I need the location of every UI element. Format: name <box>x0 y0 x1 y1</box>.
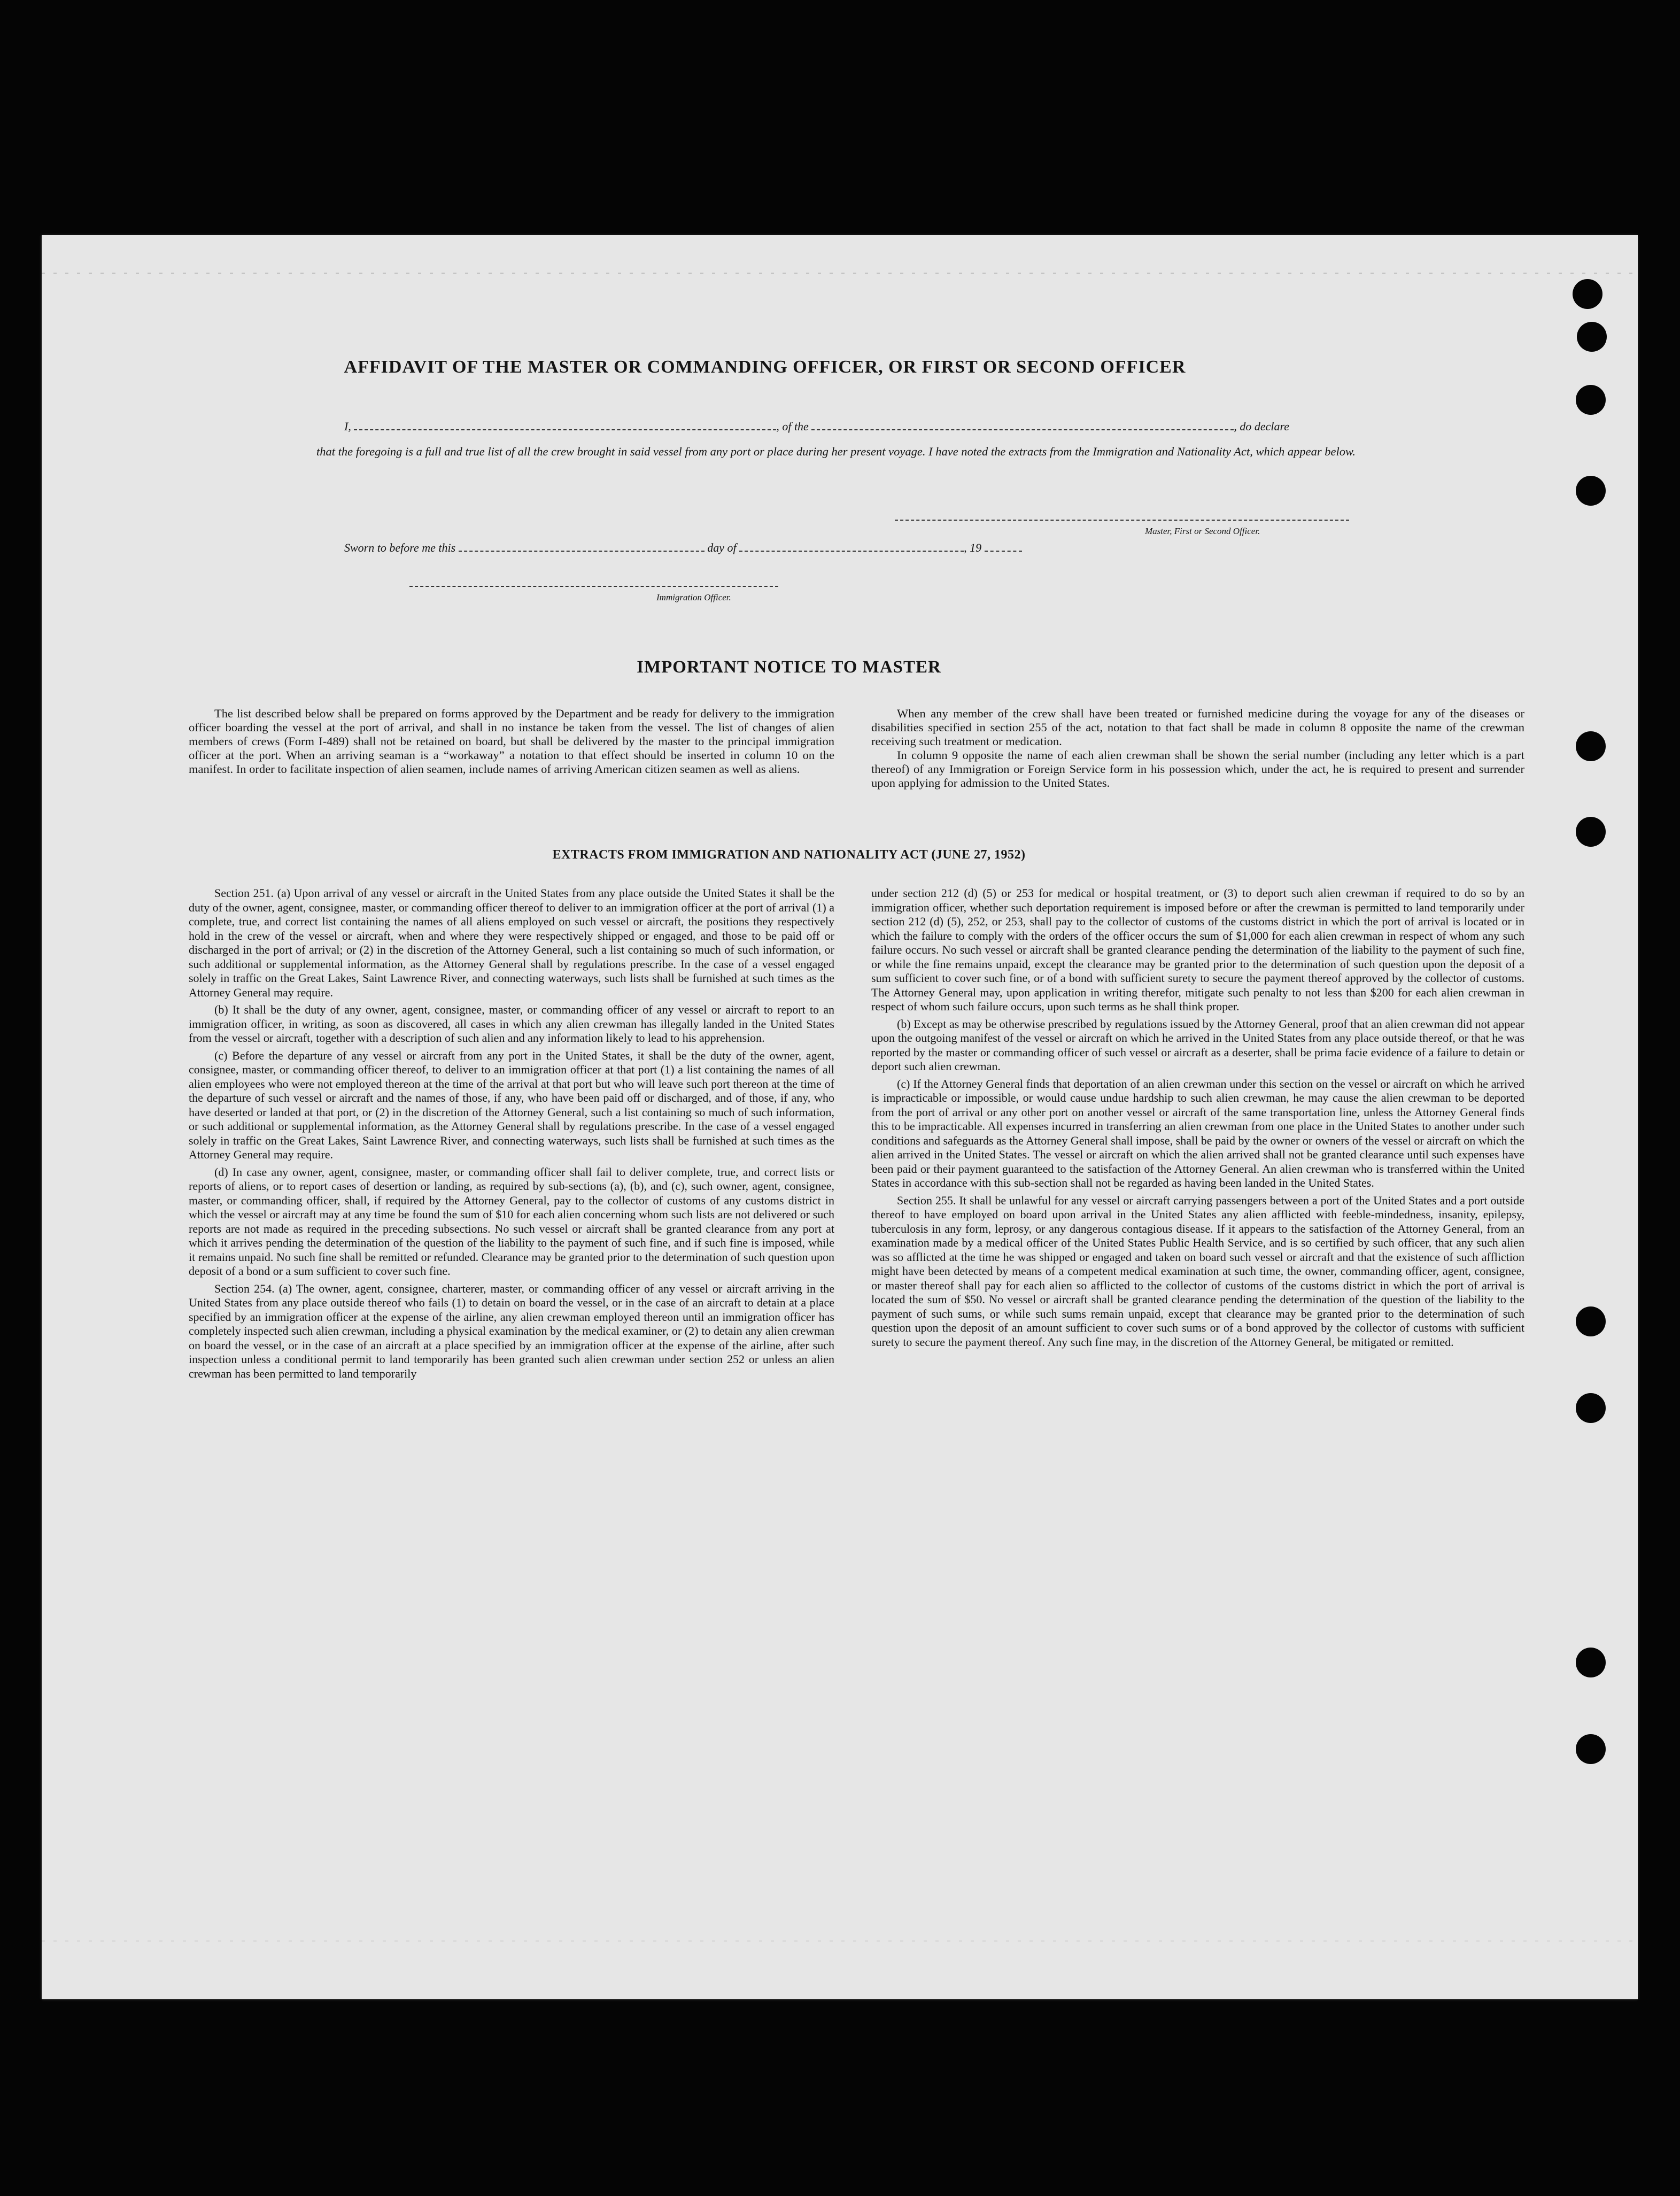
bleed-through-mark <box>42 1940 1638 1942</box>
year-prefix-label: , 19 <box>964 541 982 554</box>
binder-hole <box>1576 1393 1606 1423</box>
notice-paragraph: When any member of the crew shall have been treated or furnished medicine during the voyage for any of the diseases or disabilities specified in section 255 of the act, notation to that fact shall be made in column 8 opposite the name of the crewman receiving such treatment or medication. <box>871 707 1524 748</box>
do-declare-label: , do declare <box>1234 420 1289 433</box>
binder-hole <box>1573 279 1602 309</box>
section-paragraph: (b) Except as may be otherwise prescribed by regulations issued by the Attorney General, proof that an alien crewman did not appear upon the outgoing manifest of the vessel or aircraft on which he arrived in the United States from any place outside thereof, or that he was reported by the master or commanding officer of such vessel or aircraft as a deserter, shall be prima facie evidence of a failure to detain or deport such alien crewman. <box>871 1017 1524 1073</box>
binder-hole <box>1576 385 1606 415</box>
binder-hole <box>1576 1648 1606 1677</box>
binder-hole <box>1577 322 1607 352</box>
sworn-label: Sworn to before me this <box>344 541 456 554</box>
extracts-title: EXTRACTS FROM IMMIGRATION AND NATIONALITY ACT (JUNE 27, 1952) <box>552 848 1026 862</box>
vessel-label: , of the <box>776 420 809 433</box>
notice-title: IMPORTANT NOTICE TO MASTER <box>637 658 941 677</box>
day-of-label: day of <box>707 541 737 554</box>
sworn-day-field[interactable] <box>459 541 704 552</box>
extracts-left-column <box>189 886 834 1384</box>
extracts-right-column <box>871 886 1524 1352</box>
section-paragraph: Section 251. (a) Upon arrival of any vessel or aircraft in the United States from any place outside the United States it shall be the duty of the owner, agent, consignee, master, or commanding officer thereof to deliver to an immigration officer at the port of arrival (1) a complete, true, and correct list containing the names of all aliens employed on such vessel or aircraft, the positions they respectively hold in the crew of the vessel or aircraft, when and where they were respectively shipped or engaged, and those to be paid off or discharged in the port of arrival; or (2) in the discretion of the Attorney General, such a list containing so much of such information, or such additional or supplemental information, as the Attorney General shall by regulations prescribe. In the case of a vessel engaged solely in traffic on the Great Lakes, Saint Lawrence River, and connecting waterways, such lists shall be furnished at such times as the Attorney General may require. <box>189 886 834 999</box>
section-paragraph: (b) It shall be the duty of any owner, agent, consignee, master, or commanding officer of any vessel or aircraft to report to an immigration officer, in writing, as soon as discovered, all cases in which any alien crewman has illegally landed in the United States from the vessel or aircraft, together with a description of such alien and any information likely to lead to his apprehension. <box>189 1003 834 1045</box>
affidavit-title: AFFIDAVIT OF THE MASTER OR COMMANDING OFFICER, OR FIRST OR SECOND OFFICER <box>344 357 1186 377</box>
declarant-label: I, <box>344 420 351 433</box>
binder-hole <box>1576 1306 1606 1336</box>
affidavit-statement: that the foregoing is a full and true list of all the crew brought in said vessel from any port or place during her present voyage. I have noted the extracts from the Immigration and Nationality Act, which appear below. <box>316 445 1356 458</box>
binder-hole <box>1576 817 1606 847</box>
master-signature-label: Master, First or Second Officer. <box>1145 526 1260 536</box>
section-paragraph: (c) If the Attorney General finds that deportation of an alien crewman under this section on the vessel or aircraft on which he arrived is impracticable or impossible, or would cause undue hardship to such alien crewman, he may cause the alien crewman to be deported from the port of arrival or any other port on another vessel or aircraft of the same transportation line, unless the Attorney General finds this to be impracticable. All expenses incurred in transferring an alien crewman from one place in the United States to another under such conditions and safeguards as the Attorney General shall impose, shall be paid by the owner or owners of the vessel or aircraft on which the alien arrived in the United States. The vessel or aircraft on which the alien arrived shall not be granted clearance until such expenses have been paid or their payment guaranteed to the satisfaction of the Attorney General. An alien crewman who is transferred within the United States in accordance with this sub-section shall not be regarded as having been landed in the United States. <box>871 1077 1524 1189</box>
section-paragraph: (d) In case any owner, agent, consignee, master, or commanding officer shall fail to deliver complete, true, and correct lists or reports of aliens, or to report cases of desertion or landing, as required by sub-sections (a), (b), and (c), such owner, agent, consignee, master, or commanding officer, shall, if required by the Attorney General, pay to the collector of customs of any customs district in which the vessel or aircraft may at any time be found the sum of $10 for each alien concerning whom such lists are not delivered or such reports are not made as required in the preceding subsections. No such vessel or aircraft shall be granted clearance from any port at which it arrives pending the determination of the question of the liability to the payment of such fine, and if such fine is imposed, while it remains unpaid. No such fine shall be remitted or refunded. Clearance may be granted prior to the determination of such question upon deposit of a bond or a sum sufficient to cover such fine. <box>189 1165 834 1278</box>
vessel-name-field[interactable] <box>811 420 1234 430</box>
sworn-line <box>344 541 1397 555</box>
immigration-officer-signature-field[interactable] <box>409 586 778 587</box>
declaration-line <box>344 420 1397 434</box>
document-page <box>42 235 1638 1999</box>
binder-hole <box>1576 731 1606 761</box>
bleed-through-mark <box>42 273 1638 274</box>
notice-left-column <box>189 707 834 776</box>
section-paragraph: under section 212 (d) (5) or 253 for medical or hospital treatment, or (3) to deport such alien crewman if required to do so by an immigration officer, whether such deportation requirement is imposed before or after the crewman is permitted to land temporarily under section 212 (d) (5), 252, or 253, shall pay to the collector of customs of the customs district in which the port of arrival is located or in which the failure to comply with the orders of the officer occurs the sum of $1,000 for each alien crewman in respect of whom any such failure occurs. No such vessel or aircraft shall be granted clearance pending the determination of the liability to the payment of such fine, or while the fine remains unpaid, except the clearance may be granted prior to the determination of such question upon the deposit of a sum sufficient to cover such fine, or of a bond with sufficient surety to secure the payment thereof approved by the collector of customs. The Attorney General may, upon application in writing therefor, mitigate such penalty to not less than $200 for each alien crewman in respect of whom such failure occurs, upon such terms as he shall think proper. <box>871 886 1524 1013</box>
binder-hole <box>1576 1734 1606 1764</box>
section-paragraph: (c) Before the departure of any vessel or aircraft from any port in the United States, it shall be the duty of the owner, agent, consignee, master, or commanding officer thereof, to deliver to an immigration officer at that port (1) a list containing the names of all alien employees who were not employed thereon at the time of the arrival at that port but who will leave such port thereon at the time of the departure of such vessel or aircraft and the names of those, if any, who have been paid off or discharged, and of those, if any, who have deserted or landed at that port, or (2) in the discretion of the Attorney General, such a list containing so much of such information, or such additional or supplemental information, as the Attorney General shall by regulations prescribe. In the case of a vessel engaged solely in traffic on the Great Lakes, Saint Lawrence River, and connecting waterways, such lists shall be furnished at such times as the Attorney General may require. <box>189 1048 834 1161</box>
notice-right-column <box>871 707 1524 790</box>
notice-paragraph: The list described below shall be prepared on forms approved by the Department and be ready for delivery to the immigration officer boarding the vessel at the port of arrival, and shall in no instance be taken from the vessel. The list of changes of alien members of crews (Form I-489) shall not be retained on board, but shall be delivered by the master to the principal immigration officer at the port. When an arriving seaman is a “workaway” a notation to that effect should be inserted in column 10 on the manifest. In order to facilitate inspection of alien seamen, include names of arriving American citizen seamen as well as aliens. <box>189 707 834 776</box>
sworn-month-field[interactable] <box>739 541 964 552</box>
immigration-officer-label: Immigration Officer. <box>656 592 731 602</box>
notice-paragraph: In column 9 opposite the name of each alien crewman shall be shown the serial number (including any letter which is a part thereof) of any Immigration or Foreign Service form in his possession which, under the act, he is required to present and surrender upon applying for admission to the United States. <box>871 748 1524 790</box>
master-signature-field[interactable] <box>895 520 1349 521</box>
section-paragraph: Section 254. (a) The owner, agent, consignee, charterer, master, or commanding officer of any vessel or aircraft arriving in the United States from any place outside thereof who fails (1) to detain on board the vessel, or in the case of an aircraft to detain at a place specified by an immigration officer at the expense of the airline, any alien crewman employed thereon until an immigration officer has completely inspected such alien crewman, including a physical examination by the medical examiner, or (2) to detain any alien crewman on board the vessel, or in the case of an aircraft at a place specified by an immigration officer at the expense of the airline, after such inspection unless a conditional permit to land temporarily has been granted such alien crewman under section 252 or unless an alien crewman has been permitted to land temporarily <box>189 1281 834 1380</box>
declarant-name-field[interactable] <box>354 420 776 430</box>
binder-hole <box>1576 476 1606 506</box>
sworn-year-field[interactable] <box>985 541 1022 552</box>
section-paragraph: Section 255. It shall be unlawful for any vessel or aircraft carrying passengers between a port of the United States and a port outside thereof to have employed on board upon arrival in the United States any alien afflicted with feeble-mindedness, insanity, epilepsy, tuberculosis in any form, leprosy, or any dangerous contagious disease. If it appears to the satisfaction of the Attorney General, from an examination made by a medical officer of the United States Public Health Service, and is so certified by such officer, that any such alien was so afflicted at the time he was shipped or engaged and taken on board such vessel or aircraft and that the existence of such affliction might have been detected by means of a competent medical examination at such time, the owner, commanding officer, agent, consignee, or master thereof shall pay for each alien so afflicted to the collector of customs of the customs district in which the port of arrival is located the sum of $50. No vessel or aircraft shall be granted clearance pending the determination of the question of the liability to the payment of such sums, or while such sums remain unpaid, except that clearance may be granted prior to the determination of such question upon the deposit of an amount sufficient to cover such sums or of a bond approved by the collector of customs with sufficient surety to secure the payment thereof. Any such fine may, in the discretion of the Attorney General, be mitigated or remitted. <box>871 1193 1524 1349</box>
